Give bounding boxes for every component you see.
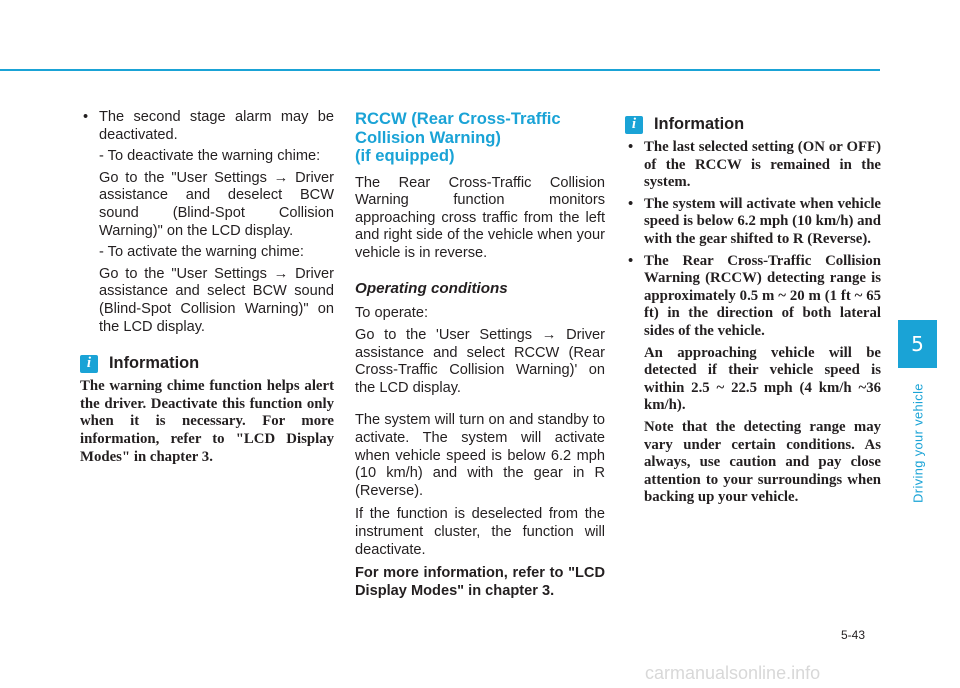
bullet-dot: •	[628, 195, 634, 212]
activate-text: Go to the "User Settings → Driver assistance and select BCW sound (Blind-Spot Collision Warning)" on the LCD display.	[99, 265, 334, 335]
column-middle	[355, 110, 605, 600]
bullet-dot: •	[628, 252, 634, 269]
section-title	[355, 110, 605, 166]
activate-heading: - To activate the warning chime:	[99, 244, 304, 261]
section-title-line1: RCCW (Rear Cross-Traffic	[355, 109, 561, 128]
operate-text: Go to the 'User Settings → Driver assistance and select RCCW (Rear Cross-Traffic Collision Warning)' on the LCD display.	[355, 327, 605, 396]
page-number: 5-43	[841, 628, 866, 642]
deselect-text: If the function is deselected from the instrument cluster, the function will deactivate.	[355, 506, 605, 558]
more-info-text: For more information, refer to "LCD Display Modes" in chapter 3.	[355, 565, 605, 599]
section-title-line2: Collision Warning)	[355, 127, 501, 147]
bullet-second-stage	[80, 109, 334, 144]
rccw-intro: The Rear Cross-Traffic Collision Warning function monitors approaching cross traffic from the left and right side of the vehicle when your vehicle is in reverse.	[355, 174, 605, 261]
info-para-1: An approaching vehicle will be detected if their vehicle speed is within 2.5 ~ 22.5 mph (4 km/h ~36 km/h).	[644, 344, 881, 414]
chapter-number-tab: 5	[898, 320, 937, 368]
info-bullet-2-text: The system will activate when vehicle speed is below 6.2 mph (10 km/h) and with the gear shifted to R (Reverse).	[644, 195, 881, 247]
chapter-label: Driving your vehicle	[910, 383, 926, 503]
info-bullet-3-text: The Rear Cross-Traffic Collision Warning (RCCW) detecting range is approximately 0.5 m ~ 20 m (1 ft ~ 65 ft) in the direction of both lateral sides of the vehicle.	[644, 252, 881, 339]
to-operate: To operate:	[355, 305, 429, 322]
info-icon: i	[80, 355, 98, 373]
watermark: carmanualsonline.info	[645, 663, 821, 683]
info-header-left	[80, 354, 334, 373]
info-text-left: The warning chime function helps alert the driver. Deactivate this function only when it is necessary. For more information, refer to "LCD Display Modes" in chapter 3.	[80, 378, 334, 465]
column-left	[80, 109, 334, 466]
deactivate-text: Go to the "User Settings → Driver assistance and deselect BCW sound (Blind-Spot Collision Warning)" on the LCD display.	[99, 169, 334, 239]
info-para-2: Note that the detecting range may vary under certain conditions. As always, use caution and pay close attention to your surroundings when backing up your vehicle.	[644, 418, 881, 506]
info-bullet-3	[625, 253, 881, 341]
top-rule	[0, 69, 880, 71]
info-header-right	[625, 115, 881, 134]
operating-conditions-heading: Operating conditions	[355, 280, 508, 298]
bullet-dot: •	[628, 139, 634, 155]
info-title: Information	[654, 115, 745, 133]
bullet-dot: •	[83, 109, 89, 125]
standby-text: The system will turn on and standby to activate. The system will activate when vehicle speed is below 6.2 mph (10 km/h) and with the gear in R (Reverse).	[355, 412, 605, 499]
section-title-line3: (if equipped)	[355, 146, 455, 165]
info-bullet-2	[625, 196, 881, 249]
bullet-intro-text: The second stage alarm may be deactivated.	[99, 109, 334, 143]
info-title: Information	[109, 354, 200, 373]
info-bullet-1	[625, 139, 881, 192]
info-icon: i	[625, 116, 643, 134]
info-bullet-1-text: The last selected setting (ON or OFF) of the RCCW is remained in the system.	[644, 139, 881, 191]
column-right	[625, 101, 881, 511]
deactivate-heading: - To deactivate the warning chime:	[99, 148, 321, 165]
